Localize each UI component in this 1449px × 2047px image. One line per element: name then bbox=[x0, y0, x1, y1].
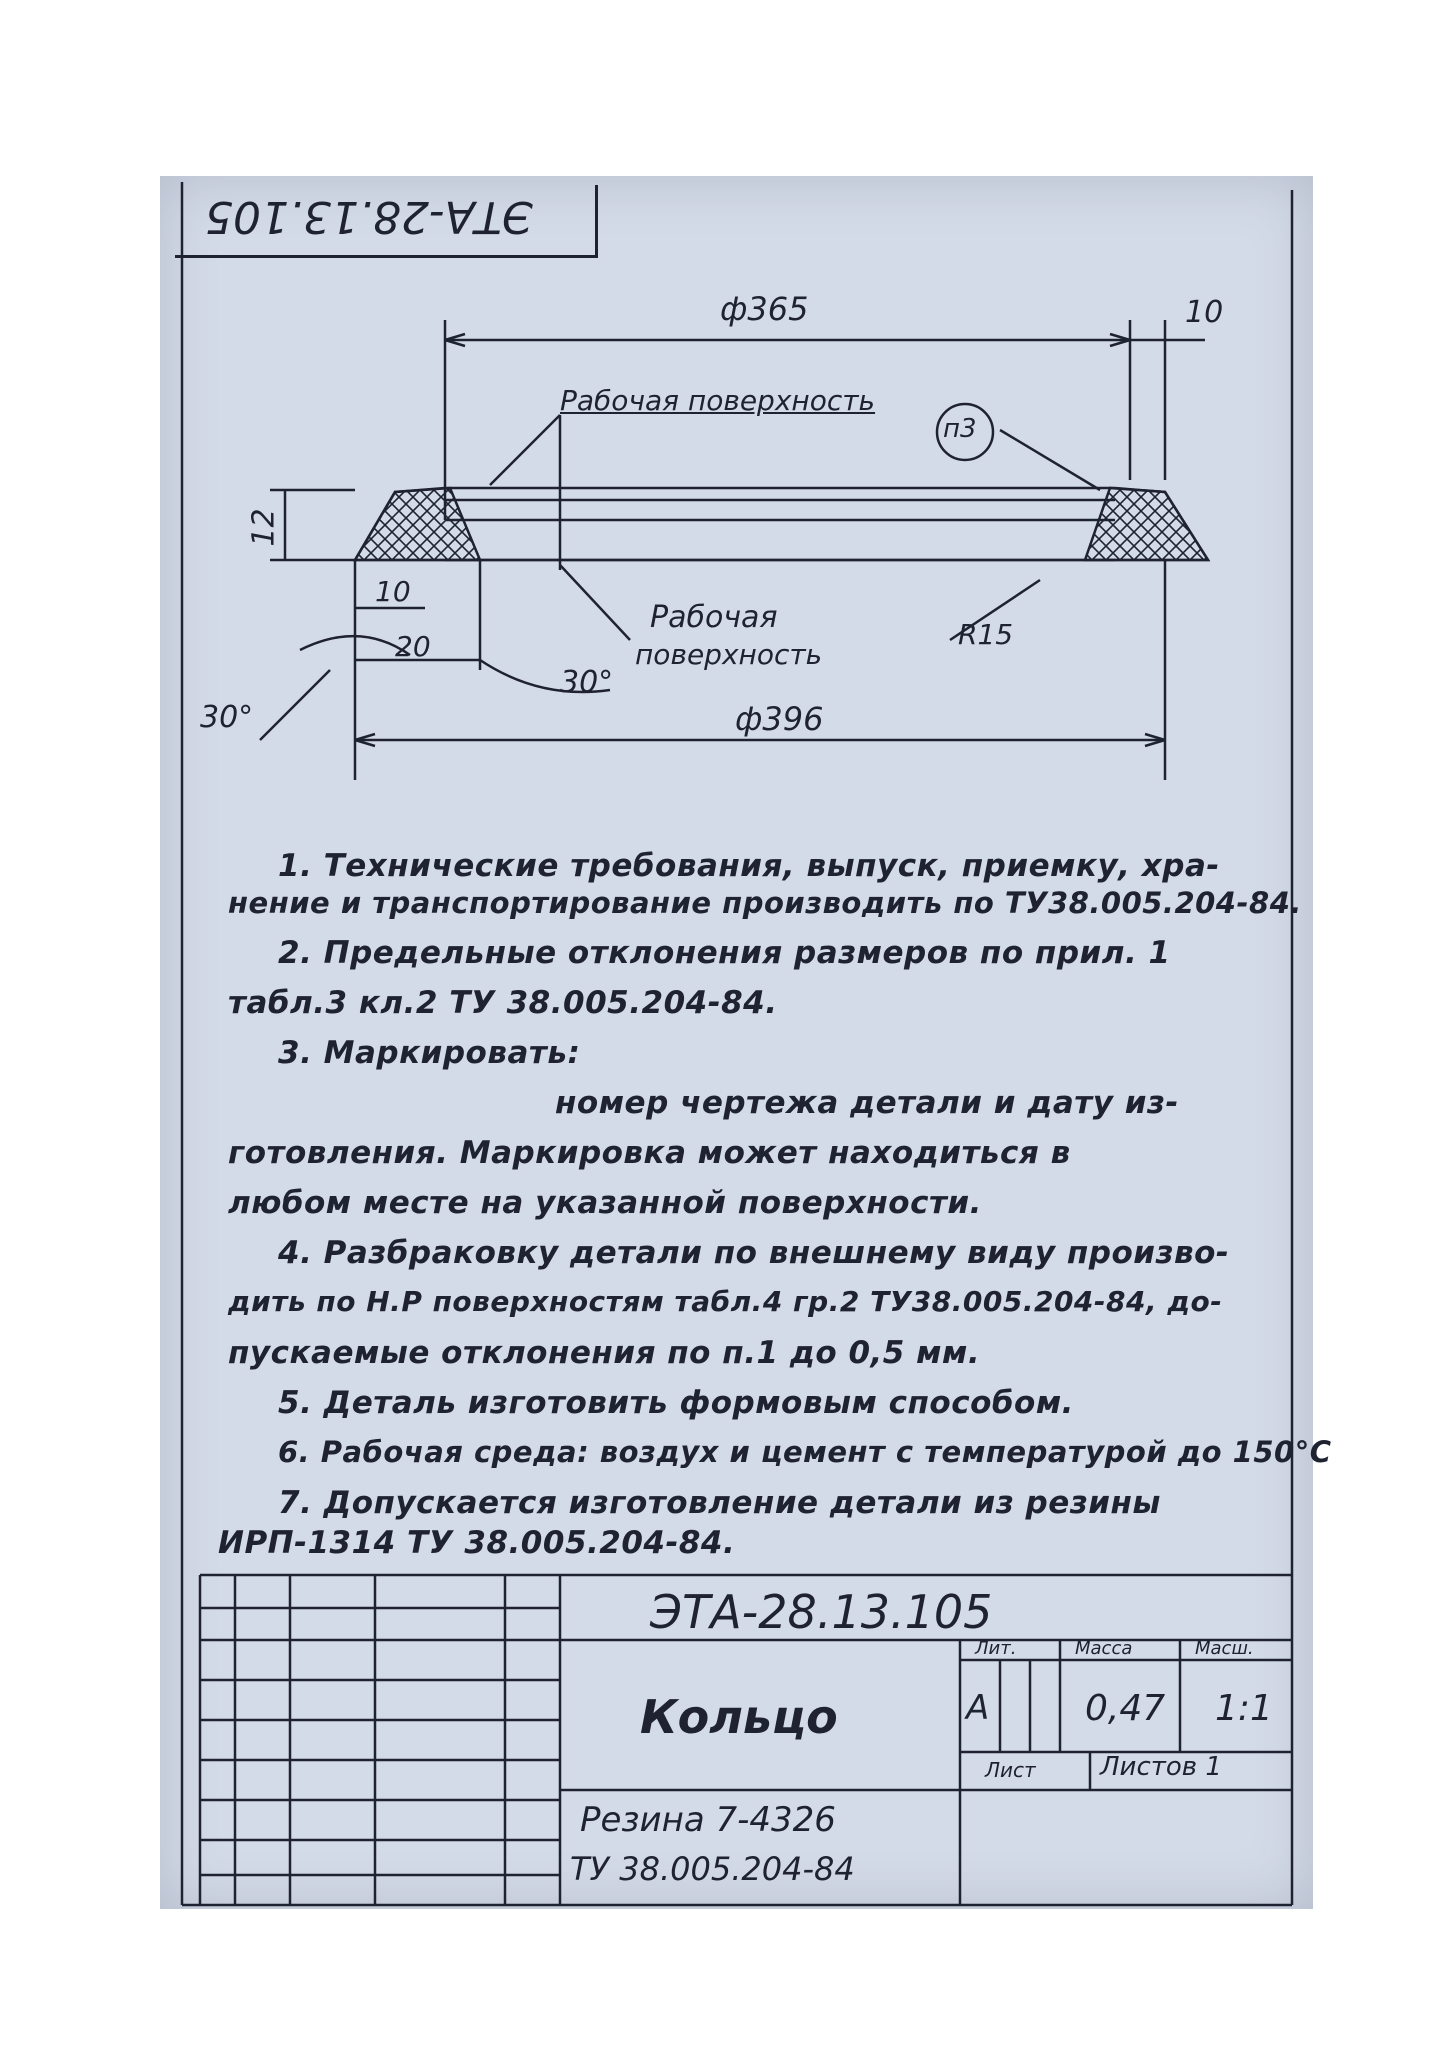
material-line-2: ТУ 38.005.204-84 bbox=[570, 1850, 855, 1888]
note-line: любом месте на указанной поверхности. bbox=[228, 1185, 982, 1221]
dim-outer-top: ф365 bbox=[720, 290, 809, 328]
dim-20: 20 bbox=[395, 630, 431, 663]
hdr-lit: Лит. bbox=[975, 1638, 1017, 1659]
dim-angle-mid: 30° bbox=[560, 665, 614, 700]
dim-height: 12 bbox=[246, 508, 282, 547]
dim-10: 10 bbox=[375, 575, 411, 608]
hdr-mass: Масса bbox=[1075, 1638, 1133, 1659]
dim-radius: R15 bbox=[958, 618, 1014, 651]
note-line: готовления. Маркировка может находиться в bbox=[228, 1135, 1071, 1171]
lit-value: А bbox=[966, 1688, 990, 1728]
title-designation: ЭТА-28.13.105 bbox=[650, 1585, 993, 1639]
material-line-1: Резина 7-4326 bbox=[580, 1800, 836, 1840]
label-work-surface-top: Рабочая поверхность bbox=[560, 384, 876, 417]
note-line: 4. Разбраковку детали по внешнему виду произво- bbox=[278, 1235, 1230, 1271]
dim-angle-left: 30° bbox=[200, 700, 254, 735]
note-line: номер чертежа детали и дату из- bbox=[555, 1085, 1179, 1121]
dim-right-top: 10 bbox=[1185, 295, 1224, 330]
mass-value: 0,47 bbox=[1085, 1688, 1166, 1729]
label-work-surface-bottom-2: поверхность bbox=[635, 638, 823, 671]
note-line: дить по Н.Р поверхностям табл.4 гр.2 ТУ38.005.204-84, до- bbox=[228, 1285, 1223, 1318]
stamp-code: ЭТА-28.13.105 bbox=[205, 191, 533, 242]
note-line: ИРП-1314 ТУ 38.005.204-84. bbox=[218, 1525, 736, 1561]
hdr-scale: Масш. bbox=[1195, 1638, 1254, 1659]
note-line: пускаемые отклонения по п.1 до 0,5 мм. bbox=[228, 1335, 981, 1371]
ref-marker: п3 bbox=[943, 414, 977, 444]
sheet-label: Лист bbox=[985, 1758, 1036, 1782]
note-line: 1. Технические требования, выпуск, приемку, хра- bbox=[278, 848, 1220, 884]
title-name: Кольцо bbox=[640, 1690, 838, 1744]
note-line: 5. Деталь изготовить формовым способом. bbox=[278, 1385, 1074, 1421]
label-work-surface-bottom-1: Рабочая bbox=[650, 600, 778, 635]
dim-outer-bottom: ф396 bbox=[735, 700, 824, 738]
note-line: нение и транспортирование производить по ТУ38.005.204-84. bbox=[228, 886, 1302, 920]
note-line: 6. Рабочая среда: воздух и цемент с температурой до 150°С bbox=[278, 1435, 1332, 1469]
note-line: 7. Допускается изготовление детали из резины bbox=[278, 1485, 1161, 1521]
note-line: табл.3 кл.2 ТУ 38.005.204-84. bbox=[228, 985, 778, 1021]
note-line: 3. Маркировать: bbox=[278, 1035, 581, 1071]
scale-value: 1:1 bbox=[1215, 1688, 1273, 1729]
sheets-label: Листов 1 bbox=[1100, 1752, 1222, 1782]
note-line: 2. Предельные отклонения размеров по прил. 1 bbox=[278, 935, 1171, 971]
